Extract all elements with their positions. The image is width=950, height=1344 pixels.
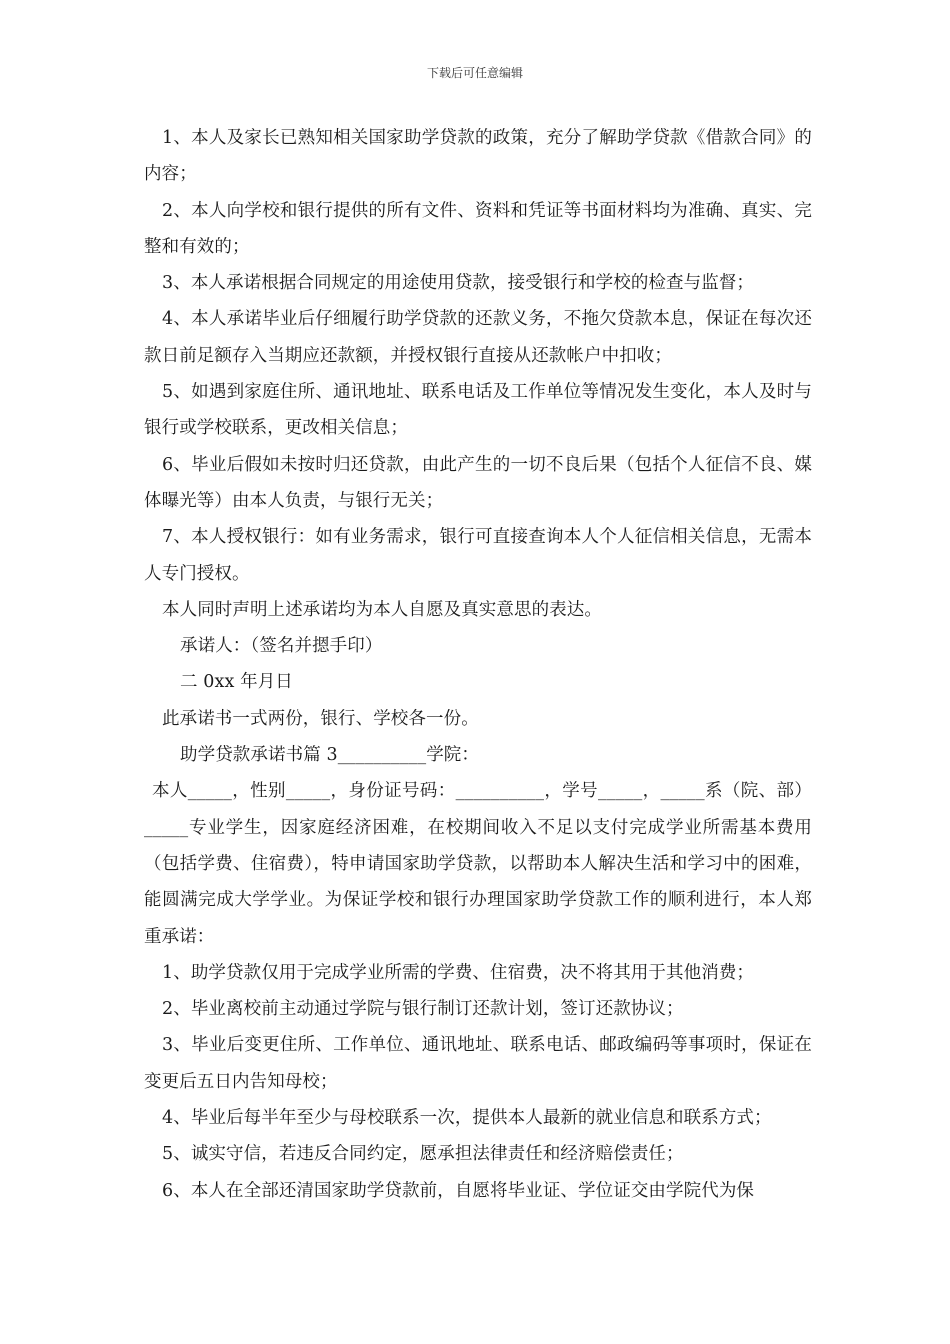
- date-line: 二 0xx 年月日: [180, 672, 293, 693]
- pledge-item-4: 4、毕业后每半年至少与母校联系一次，提供本人最新的就业信息和联系方式；: [162, 1108, 772, 1129]
- signatory-line: 承诺人：（签名并摁手印）: [180, 636, 383, 657]
- pledge-item-2: 2、毕业离校前主动通过学院与银行制订还款计划，签订还款协议；: [162, 999, 684, 1020]
- commitment-item-1: 1、本人及家长已熟知相关国家助学贷款的政策，充分了解助学贷款《借款合同》的内容；: [144, 128, 812, 185]
- commitment-item-6: 6、毕业后假如未按时归还贷款，由此产生的一切不良后果（包括个人征信不良、媒体曝光等）由本人负责，与银行无关；: [144, 454, 812, 511]
- commitment-item-5: 5、如遇到家庭住所、通讯地址、联系电话及工作单位等情况发生变化，本人及时与银行或学校联系，更改相关信息；: [144, 382, 812, 439]
- commitment-item-2: 2、本人向学校和银行提供的所有文件、资料和凭证等书面材料均为准确、真实、完整和有效的；: [144, 200, 812, 257]
- pledge-item-3: 3、毕业后变更住所、工作单位、通讯地址、联系电话、邮政编码等事项时，保证在变更后五日内告知母校；: [144, 1035, 812, 1092]
- page-header: 下载后可任意编辑: [426, 66, 523, 80]
- commitment-item-4: 4、本人承诺毕业后仔细履行助学贷款的还款义务，不拖欠贷款本息，保证在每次还款日前足额存入当期应还款额，并授权银行直接从还款帐户中扣收；: [144, 309, 812, 366]
- declaration-statement: 本人同时声明上述承诺均为本人自愿及真实意思的表达。: [162, 599, 602, 620]
- pledge-item-1: 1、助学贷款仅用于完成学业所需的学费、住宿费，决不将其用于其他消费；: [162, 962, 755, 983]
- pledge-item-5: 5、诚实守信，若违反合同约定，愿承担法律责任和经济赔偿责任；: [162, 1144, 684, 1165]
- commitment-item-7: 7、本人授权银行：如有业务需求，银行可直接查询本人个人征信相关信息，无需本人专门授权。: [144, 527, 812, 584]
- applicant-intro: 本人_____，性别_____，身份证号码：__________，学号_____，_____系（院、部）_____专业学生，因家庭经济困难，在校期间收入不足以支付完成学业所需基本费用（包括学费、住宿费），特申请国家助学贷款，以帮助本人解决生活和学习中的困难，能圆满完成大学学业。为保证学校和银行办理国家助学贷款工作的顺利进行，本人郑重承诺：: [144, 781, 812, 947]
- pledge-item-6: 6、本人在全部还清国家助学贷款前，自愿将毕业证、学位证交由学院代为保: [162, 1180, 755, 1201]
- commitment-item-3: 3、本人承诺根据合同规定的用途使用贷款，接受银行和学校的检查与监督；: [162, 273, 755, 294]
- section-title: 助学贷款承诺书篇 3__________学院：: [180, 745, 479, 766]
- copies-note: 此承诺书一式两份，银行、学校各一份。: [162, 708, 479, 729]
- document-body: [144, 120, 812, 1209]
